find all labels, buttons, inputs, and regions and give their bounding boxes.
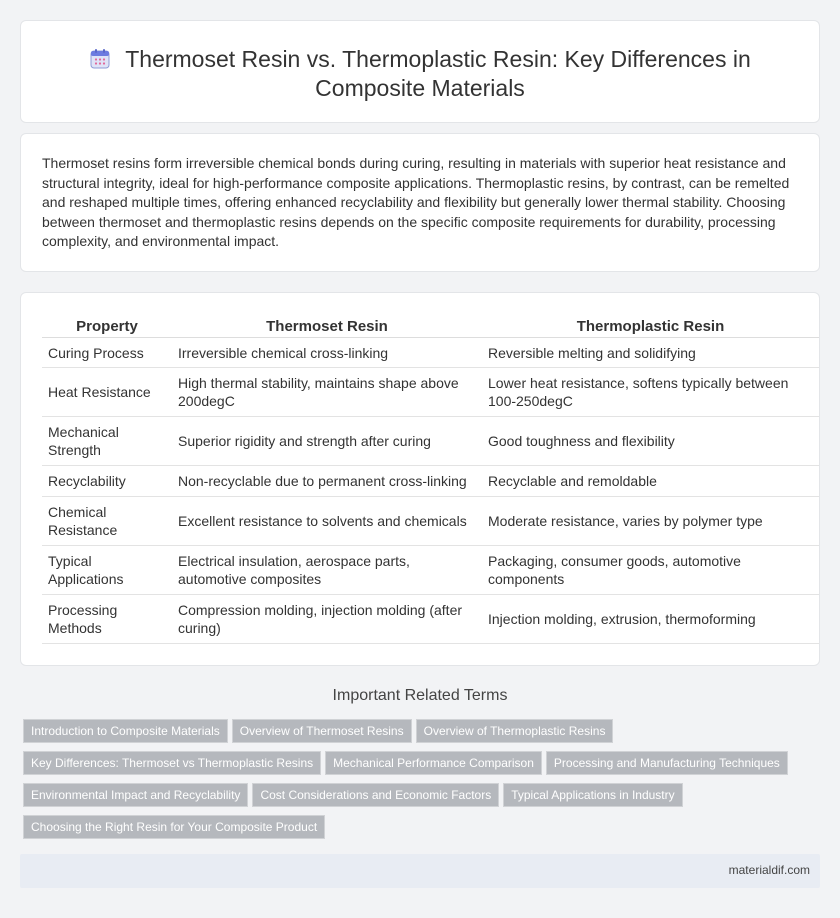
table-row <box>42 417 819 466</box>
table-cell: Compression molding, injection molding (after curing) <box>172 595 482 644</box>
table-row <box>42 497 819 546</box>
table-cell: Recyclability <box>42 466 172 497</box>
title-card <box>20 20 820 123</box>
table-cell: Mechanical Strength <box>42 417 172 466</box>
table-row <box>42 595 819 644</box>
footer <box>20 854 820 888</box>
related-term-tag[interactable]: Choosing the Right Resin for Your Composite Product <box>23 815 325 839</box>
related-term-tag[interactable]: Overview of Thermoplastic Resins <box>416 719 614 743</box>
related-term-tag[interactable]: Processing and Manufacturing Techniques <box>546 751 788 775</box>
table-cell: Good toughness and flexibility <box>482 417 819 466</box>
related-term-tag[interactable]: Environmental Impact and Recyclability <box>23 783 248 807</box>
related-terms-list <box>23 719 803 847</box>
related-term-tag[interactable]: Overview of Thermoset Resins <box>232 719 412 743</box>
related-term-tag[interactable]: Cost Considerations and Economic Factors <box>252 783 499 807</box>
table-row <box>42 338 819 368</box>
table-cell: Processing Methods <box>42 595 172 644</box>
table-cell: Irreversible chemical cross-linking <box>172 338 482 368</box>
calendar-icon <box>89 48 111 70</box>
intro-paragraph: Thermoset resins form irreversible chemical bonds during curing, resulting in materials with superior heat resistance and structural integrity, ideal for high-performance composite applications. Thermoplastic resins, by contrast, can be remelted and reshaped multiple times, offering enhanced recyclability and flexibility but generally lower thermal stability. Choosing between thermoset and thermoplastic resins depends on the specific composite requirements for durability, processing complexity, and environmental impact. <box>42 155 790 249</box>
table-cell: Recyclable and remoldable <box>482 466 819 497</box>
table-cell: Typical Applications <box>42 546 172 595</box>
table-cell: Reversible melting and solidifying <box>482 338 819 368</box>
table-header-row <box>42 313 819 338</box>
comparison-table-card <box>20 292 820 666</box>
table-cell: Chemical Resistance <box>42 497 172 546</box>
table-cell: Excellent resistance to solvents and chemicals <box>172 497 482 546</box>
table-row <box>42 466 819 497</box>
intro-card <box>20 133 820 272</box>
related-terms-heading: Important Related Terms <box>332 687 508 704</box>
table-cell: Electrical insulation, aerospace parts, automotive composites <box>172 546 482 595</box>
table-row <box>42 546 819 595</box>
header-property: Property <box>42 313 172 338</box>
page-title: Thermoset Resin vs. Thermoplastic Resin: Key Differences in Composite Materials <box>125 46 751 101</box>
related-term-tag[interactable]: Mechanical Performance Comparison <box>325 751 542 775</box>
related-term-tag[interactable]: Typical Applications in Industry <box>503 783 682 807</box>
related-term-tag[interactable]: Key Differences: Thermoset vs Thermoplastic Resins <box>23 751 321 775</box>
footer-site-link[interactable]: materialdif.com <box>728 863 810 877</box>
table-cell: High thermal stability, maintains shape above 200degC <box>172 368 482 417</box>
related-term-tag[interactable]: Introduction to Composite Materials <box>23 719 228 743</box>
table-cell: Superior rigidity and strength after curing <box>172 417 482 466</box>
table-row <box>42 368 819 417</box>
table-cell: Lower heat resistance, softens typically between 100-250degC <box>482 368 819 417</box>
table-cell: Heat Resistance <box>42 368 172 417</box>
table-cell: Injection molding, extrusion, thermoforming <box>482 595 819 644</box>
table-cell: Curing Process <box>42 338 172 368</box>
page-title-wrap <box>21 45 819 103</box>
table-cell: Non-recyclable due to permanent cross-linking <box>172 466 482 497</box>
table-cell: Packaging, consumer goods, automotive components <box>482 546 819 595</box>
header-thermoset: Thermoset Resin <box>172 313 482 338</box>
table-cell: Moderate resistance, varies by polymer type <box>482 497 819 546</box>
comparison-table <box>42 313 819 644</box>
header-thermoplastic: Thermoplastic Resin <box>482 313 819 338</box>
